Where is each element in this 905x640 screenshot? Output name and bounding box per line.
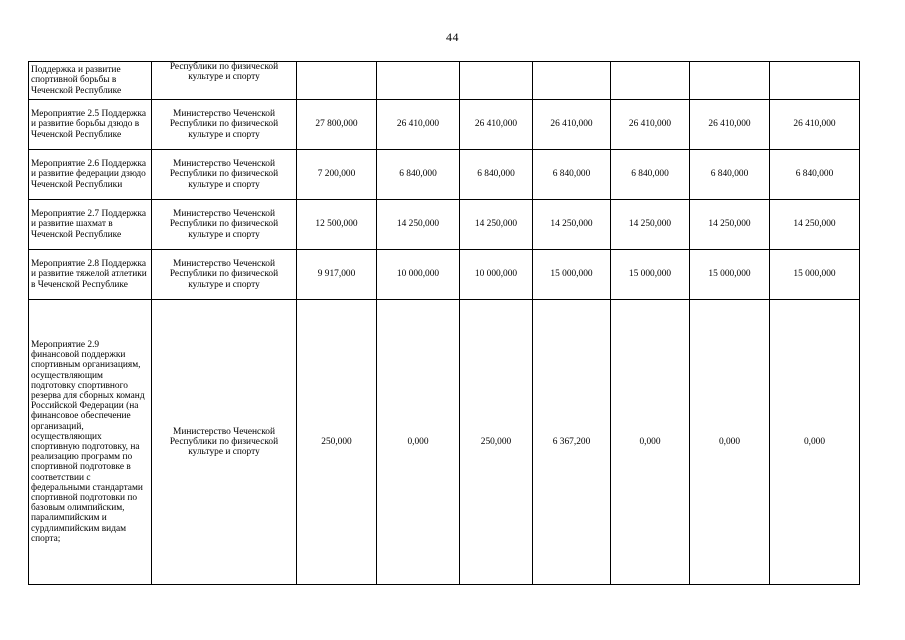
executor-cell: Министерство Чеченской Республики по физической культуре и спорту	[152, 200, 297, 250]
amount-cell	[460, 62, 533, 100]
amount-cell: 6 367,200	[533, 300, 611, 585]
executor-cell: Министерство Чеченской Республики по физической культуре и спорту	[152, 300, 297, 585]
amount-cell: 14 250,000	[460, 200, 533, 250]
amount-cell: 26 410,000	[770, 100, 860, 150]
amount-cell: 250,000	[460, 300, 533, 585]
executor-cell: Министерство Чеченской Республики по физической культуре и спорту	[152, 250, 297, 300]
amount-cell: 250,000	[297, 300, 377, 585]
amount-cell: 6 840,000	[533, 150, 611, 200]
executor-cell: Министерство Чеченской Республики по физической культуре и спорту	[152, 150, 297, 200]
table-row	[29, 300, 860, 585]
amount-cell: 9 917,000	[297, 250, 377, 300]
executor-cell: Республики по физической культуре и спорту	[152, 62, 297, 100]
table-row	[29, 100, 860, 150]
activity-name-cell: Мероприятие 2.8 Поддержка и развитие тяжелой атлетики в Чеченской Республике	[29, 250, 152, 300]
amount-cell: 6 840,000	[770, 150, 860, 200]
amount-cell: 0,000	[611, 300, 690, 585]
amount-cell: 0,000	[690, 300, 770, 585]
table-row	[29, 250, 860, 300]
table-row	[29, 150, 860, 200]
amount-cell: 14 250,000	[533, 200, 611, 250]
amount-cell: 0,000	[377, 300, 460, 585]
amount-cell: 10 000,000	[460, 250, 533, 300]
amount-cell	[690, 62, 770, 100]
amount-cell	[297, 62, 377, 100]
amount-cell: 15 000,000	[770, 250, 860, 300]
amount-cell: 7 200,000	[297, 150, 377, 200]
amount-cell: 26 410,000	[690, 100, 770, 150]
amount-cell: 12 500,000	[297, 200, 377, 250]
amount-cell	[770, 62, 860, 100]
activity-name-cell: Мероприятие 2.6 Поддержка и развитие федерации дзюдо Чеченской Республики	[29, 150, 152, 200]
amount-cell: 26 410,000	[611, 100, 690, 150]
activity-name-cell: Мероприятие 2.5 Поддержка и развитие борьбы дзюдо в Чеченской Республике	[29, 100, 152, 150]
amount-cell	[533, 62, 611, 100]
amount-cell	[611, 62, 690, 100]
amount-cell: 15 000,000	[533, 250, 611, 300]
amount-cell: 15 000,000	[690, 250, 770, 300]
amount-cell: 26 410,000	[533, 100, 611, 150]
activity-name-cell: Мероприятие 2.9 финансовой поддержки спортивным организациям, осуществляющим подготовку спортивного резерва для сборных команд Российской Федерации (на финансовое обеспечение организаций, осуществляющих спортивную подготовку, на реализацию программ по спортивной подготовке в соответствии с федеральными стандартами спортивной подготовки по базовым олимпийским, паралимпийским и сурдлимпийским видам спорта;	[29, 300, 152, 585]
amount-cell: 10 000,000	[377, 250, 460, 300]
executor-cell: Министерство Чеченской Республики по физической культуре и спорту	[152, 100, 297, 150]
amount-cell: 27 800,000	[297, 100, 377, 150]
amount-cell: 14 250,000	[770, 200, 860, 250]
amount-cell: 6 840,000	[460, 150, 533, 200]
budget-table	[28, 61, 860, 585]
amount-cell: 6 840,000	[611, 150, 690, 200]
amount-cell: 14 250,000	[690, 200, 770, 250]
amount-cell: 0,000	[770, 300, 860, 585]
table-row	[29, 62, 860, 100]
amount-cell: 15 000,000	[611, 250, 690, 300]
amount-cell	[377, 62, 460, 100]
amount-cell: 6 840,000	[377, 150, 460, 200]
amount-cell: 14 250,000	[377, 200, 460, 250]
amount-cell: 26 410,000	[377, 100, 460, 150]
amount-cell: 26 410,000	[460, 100, 533, 150]
activity-name-cell: Поддержка и развитие спортивной борьбы в Чеченской Республике	[29, 62, 152, 100]
page-number: 44	[446, 30, 459, 44]
table-row	[29, 200, 860, 250]
amount-cell: 6 840,000	[690, 150, 770, 200]
amount-cell: 14 250,000	[611, 200, 690, 250]
activity-name-cell: Мероприятие 2.7 Поддержка и развитие шахмат в Чеченской Республике	[29, 200, 152, 250]
